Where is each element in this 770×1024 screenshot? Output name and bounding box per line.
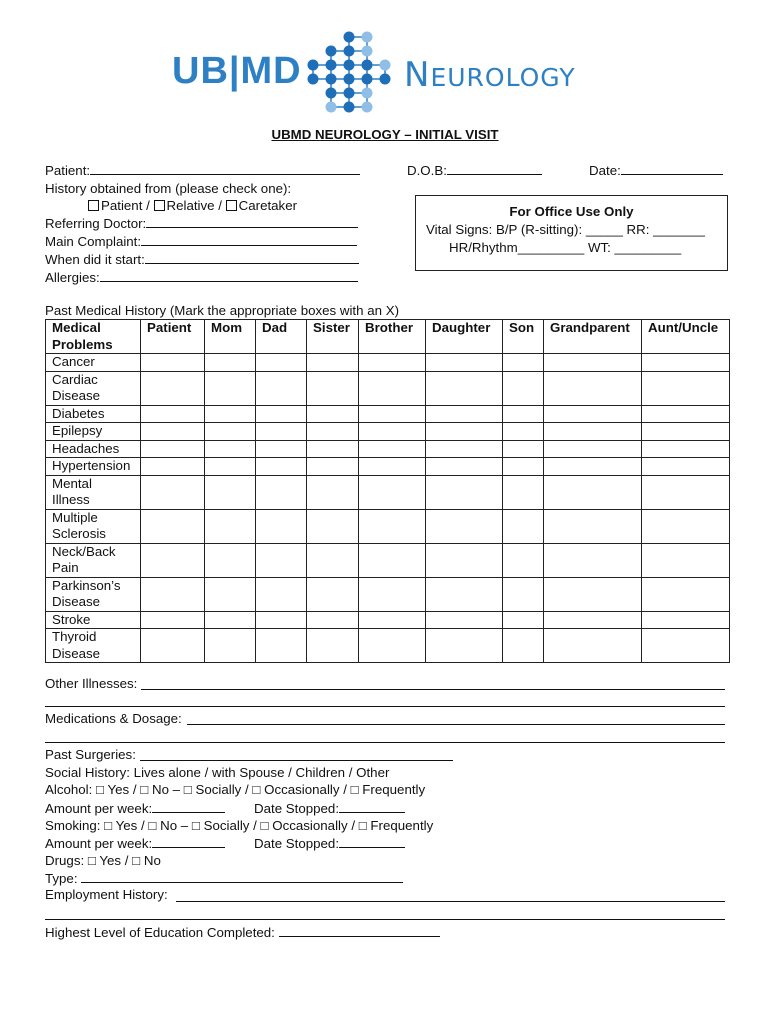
check-cell[interactable] [426,577,503,611]
alcohol-stopped-line[interactable] [339,800,405,813]
logo-dot [344,60,355,71]
problem-name-line: Cancer [52,354,95,369]
problem-name-line: Sclerosis [52,526,106,541]
check-cell[interactable] [307,371,359,405]
surgeries-line[interactable] [140,760,453,761]
problem-name-line: Thyroid [52,629,97,644]
check-cell[interactable] [503,371,544,405]
check-cell[interactable] [256,543,307,577]
check-cell[interactable] [503,577,544,611]
complaint-label: Main Complaint: [45,234,142,249]
social-history: Social History: Lives alone / with Spouse / Children / Other [45,765,390,780]
problem-name [46,371,141,405]
medications-line[interactable] [187,724,725,725]
type-label: Type: [45,871,78,886]
referring-field[interactable] [45,215,358,231]
header-sister: Sister [307,320,359,354]
hr-rhythm-line: HR/Rhythm_________ WT: _________ [449,240,682,255]
problem-name [46,458,141,476]
check-cell[interactable] [642,423,730,441]
date-label: Date: [589,163,621,178]
check-cell[interactable] [544,423,642,441]
table-row [46,440,730,458]
header-patient: Patient [141,320,205,354]
medications-label: Medications & Dosage: [45,711,182,726]
check-cell[interactable] [503,440,544,458]
history-label: History obtained from (please check one): [45,181,292,196]
check-cell[interactable] [642,458,730,476]
alcohol-amount-line[interactable] [152,800,225,813]
page-title: UBMD NEUROLOGY – INITIAL VISIT [271,127,499,142]
check-cell[interactable] [141,440,205,458]
check-cell[interactable] [642,371,730,405]
allergies-label: Allergies: [45,270,100,285]
check-cell[interactable] [307,543,359,577]
patient-label: Patient: [45,163,91,178]
problem-name-line: Parkinson’s [52,577,121,593]
check-cell[interactable] [256,577,307,611]
check-cell[interactable] [205,371,256,405]
dob-line[interactable] [447,162,542,175]
check-cell[interactable] [544,458,642,476]
problem-name [46,423,141,441]
header-aunt-uncle: Aunt/Uncle [642,320,730,354]
check-cell[interactable] [503,629,544,663]
vital-signs-line: Vital Signs: B/P (R-sitting): _____ RR: _______ [426,222,705,237]
other-illnesses-line-2[interactable] [45,706,725,707]
check-cell[interactable] [544,405,642,423]
history-option-caretaker: Caretaker [238,198,298,213]
patient-line[interactable] [90,162,360,175]
check-cell[interactable] [256,354,307,372]
problem-name-line: Cardiac [52,371,98,387]
check-cell[interactable] [141,577,205,611]
check-cell[interactable] [307,629,359,663]
problem-name [46,475,141,509]
check-cell[interactable] [141,354,205,372]
check-cell[interactable] [426,405,503,423]
smoking-stopped-label: Date Stopped: [254,836,340,851]
surgeries-label: Past Surgeries: [45,747,136,762]
check-cell[interactable] [256,509,307,543]
check-cell[interactable] [256,458,307,476]
referring-line[interactable] [146,215,358,228]
check-cell[interactable] [307,405,359,423]
type-field[interactable] [45,870,403,886]
check-cell[interactable] [544,440,642,458]
problem-name-line: Neck/Back [52,543,116,559]
start-line[interactable] [145,251,359,264]
past-history-label: Past Medical History (Mark the appropriate boxes with an X) [45,303,399,318]
check-cell[interactable] [141,423,205,441]
problem-name-line: Headaches [52,440,120,456]
other-illnesses-label: Other Illnesses: [45,676,138,691]
logo-dot [308,74,319,85]
employment-label: Employment History: [45,887,168,902]
medical-history-table [45,319,730,663]
smoking-line[interactable]: Smoking: □ Yes / □ No – □ Socially / □ Occasionally / □ Frequently [45,818,434,833]
check-cell[interactable] [141,475,205,509]
check-cell[interactable] [544,371,642,405]
header-son: Son [503,320,544,354]
check-cell[interactable] [205,458,256,476]
employment-line[interactable] [176,901,725,902]
problem-name-line: Disease [52,645,101,661]
date-field[interactable] [589,162,723,178]
header-mom: Mom [205,320,256,354]
problem-name [46,543,141,577]
check-cell[interactable] [544,475,642,509]
check-cell[interactable] [503,458,544,476]
problem-name-line: Multiple [52,509,98,525]
check-cell[interactable] [426,629,503,663]
caretaker-checkbox[interactable] [226,200,237,211]
allergies-line[interactable] [100,269,358,282]
check-cell[interactable] [426,440,503,458]
problem-name [46,509,141,543]
problem-name-line: Disease [52,594,101,609]
check-cell[interactable] [256,611,307,629]
problem-name-line: Hypertension [52,458,131,473]
smoking-stopped-line[interactable] [339,835,405,848]
logo-dot [362,88,373,99]
table-row [46,458,730,476]
check-cell[interactable] [205,611,256,629]
problem-name [46,611,141,629]
check-cell[interactable] [642,577,730,611]
history-options [88,198,297,213]
check-cell[interactable] [256,371,307,405]
check-cell[interactable] [307,423,359,441]
office-use-heading: For Office Use Only [509,204,634,219]
check-cell[interactable] [359,475,426,509]
problem-name-line: Diabetes [52,405,105,421]
problem-name-line: Stroke [52,611,91,627]
alcohol-amount-field[interactable] [45,800,225,816]
check-cell[interactable] [307,475,359,509]
history-option-patient: Patient / [101,198,150,213]
check-cell[interactable] [359,354,426,372]
logo-dot [380,74,391,85]
check-cell[interactable] [426,611,503,629]
check-cell[interactable] [503,509,544,543]
check-cell[interactable] [544,354,642,372]
check-cell[interactable] [503,405,544,423]
logo-neurology-rest: EUROLOGY [430,63,576,92]
header-brother: Brother [359,320,426,354]
logo-dot [326,46,337,57]
check-cell[interactable] [503,475,544,509]
problem-name-line: Mental [52,475,92,491]
patient-checkbox[interactable] [88,200,99,211]
smoking-amount-field[interactable] [45,835,225,851]
smoking-amount-line[interactable] [152,835,225,848]
logo-neurology-initial: N [404,55,431,95]
referring-label: Referring Doctor: [45,216,147,231]
check-cell[interactable] [359,509,426,543]
problem-name [46,577,141,611]
start-field[interactable] [45,251,359,267]
problem-name-line: Disease [52,388,101,403]
logo-dot [362,102,373,113]
alcohol-stopped-label: Date Stopped: [254,801,340,816]
check-cell[interactable] [359,440,426,458]
education-line[interactable] [279,924,440,937]
table-row [46,423,730,441]
dob-field[interactable] [407,162,542,178]
check-cell[interactable] [307,458,359,476]
logo-dot [344,74,355,85]
table-body [46,354,730,663]
office-use-box [415,195,728,271]
check-cell[interactable] [141,629,205,663]
check-cell[interactable] [642,509,730,543]
logo-dot [362,46,373,57]
check-cell[interactable] [205,577,256,611]
logo-dot [380,60,391,71]
logo-dot [326,88,337,99]
relative-checkbox[interactable] [154,200,165,211]
check-cell[interactable] [359,405,426,423]
check-cell[interactable] [426,458,503,476]
start-label: When did it start: [45,252,145,267]
check-cell[interactable] [642,405,730,423]
check-cell[interactable] [426,475,503,509]
complaint-field[interactable] [45,233,357,249]
check-cell[interactable] [205,354,256,372]
table-row [46,509,730,543]
check-cell[interactable] [141,611,205,629]
check-cell[interactable] [426,371,503,405]
problem-name-line: Epilepsy [52,423,103,438]
check-cell[interactable] [642,354,730,372]
smoking-amount-label: Amount per week: [45,836,153,851]
check-cell[interactable] [544,629,642,663]
check-cell[interactable] [141,509,205,543]
other-illnesses-line[interactable] [141,689,725,690]
check-cell[interactable] [544,509,642,543]
table-row [46,611,730,629]
check-cell[interactable] [307,440,359,458]
check-cell[interactable] [141,371,205,405]
logo-dot [326,102,337,113]
check-cell[interactable] [426,354,503,372]
header-medical-problems [46,320,141,354]
check-cell[interactable] [503,423,544,441]
check-cell[interactable] [359,611,426,629]
check-cell[interactable] [359,458,426,476]
header-daughter: Daughter [426,320,503,354]
logo-dot [362,32,373,43]
employment-line-2[interactable] [45,919,725,920]
table-row [46,543,730,577]
check-cell[interactable] [426,543,503,577]
logo-neurology-text [404,55,576,95]
logo-dot [326,74,337,85]
alcohol-stopped-field[interactable] [254,800,405,816]
check-cell[interactable] [544,543,642,577]
table-row [46,475,730,509]
check-cell[interactable] [205,543,256,577]
date-line[interactable] [621,162,723,175]
check-cell[interactable] [359,629,426,663]
dob-label: D.O.B: [407,163,447,178]
check-cell[interactable] [642,611,730,629]
check-cell[interactable] [359,543,426,577]
check-cell[interactable] [642,440,730,458]
logo-dot [308,60,319,71]
header-dad: Dad [256,320,307,354]
check-cell[interactable] [642,543,730,577]
check-cell[interactable] [642,475,730,509]
complaint-line[interactable] [141,233,357,246]
check-cell[interactable] [503,611,544,629]
check-cell[interactable] [205,440,256,458]
type-line[interactable] [81,870,403,883]
check-cell[interactable] [307,577,359,611]
check-cell[interactable] [307,611,359,629]
check-cell[interactable] [256,475,307,509]
drugs-line[interactable]: Drugs: □ Yes / □ No [45,853,161,868]
history-option-relative: Relative / [166,198,222,213]
check-cell[interactable] [426,509,503,543]
table-header-row [46,320,730,354]
check-cell[interactable] [205,629,256,663]
check-cell[interactable] [256,440,307,458]
check-cell[interactable] [205,509,256,543]
logo-dot [344,102,355,113]
check-cell[interactable] [205,475,256,509]
logo-dots-icon [305,29,395,115]
logo-ubmd-text: UB|MD [172,50,302,92]
table-row [46,405,730,423]
patient-field[interactable] [45,162,360,178]
check-cell[interactable] [256,629,307,663]
logo-dot [344,46,355,57]
logo-dot [362,60,373,71]
header-medical: Medical [52,320,101,335]
table-row [46,371,730,405]
problem-name [46,440,141,458]
table-row [46,354,730,372]
alcohol-amount-label: Amount per week: [45,801,153,816]
check-cell[interactable] [426,423,503,441]
table-row [46,629,730,663]
problem-name [46,629,141,663]
education-field[interactable] [45,924,440,940]
logo-dot [362,74,373,85]
education-label: Highest Level of Education Completed: [45,925,275,940]
check-cell[interactable] [359,423,426,441]
allergies-field[interactable] [45,269,358,285]
problem-name-line: Pain [52,560,79,575]
check-cell[interactable] [544,577,642,611]
check-cell[interactable] [256,405,307,423]
logo-dot [344,32,355,43]
problem-name [46,354,141,372]
check-cell[interactable] [503,354,544,372]
problem-name [46,405,141,423]
check-cell[interactable] [307,509,359,543]
header-problems: Problems [52,336,113,352]
check-cell[interactable] [256,423,307,441]
check-cell[interactable] [307,354,359,372]
check-cell[interactable] [141,458,205,476]
alcohol-line[interactable]: Alcohol: □ Yes / □ No – □ Socially / □ Occasionally / □ Frequently [45,782,426,797]
logo-dot [344,88,355,99]
check-cell[interactable] [205,423,256,441]
check-cell[interactable] [205,405,256,423]
check-cell[interactable] [141,543,205,577]
smoking-stopped-field[interactable] [254,835,405,851]
table-row [46,577,730,611]
check-cell[interactable] [642,629,730,663]
logo-dot [326,60,337,71]
check-cell[interactable] [141,405,205,423]
check-cell[interactable] [503,543,544,577]
problem-name-line: Illness [52,492,90,507]
header-grandparent: Grandparent [544,320,642,354]
check-cell[interactable] [359,577,426,611]
check-cell[interactable] [544,611,642,629]
medications-line-2[interactable] [45,742,725,743]
check-cell[interactable] [359,371,426,405]
